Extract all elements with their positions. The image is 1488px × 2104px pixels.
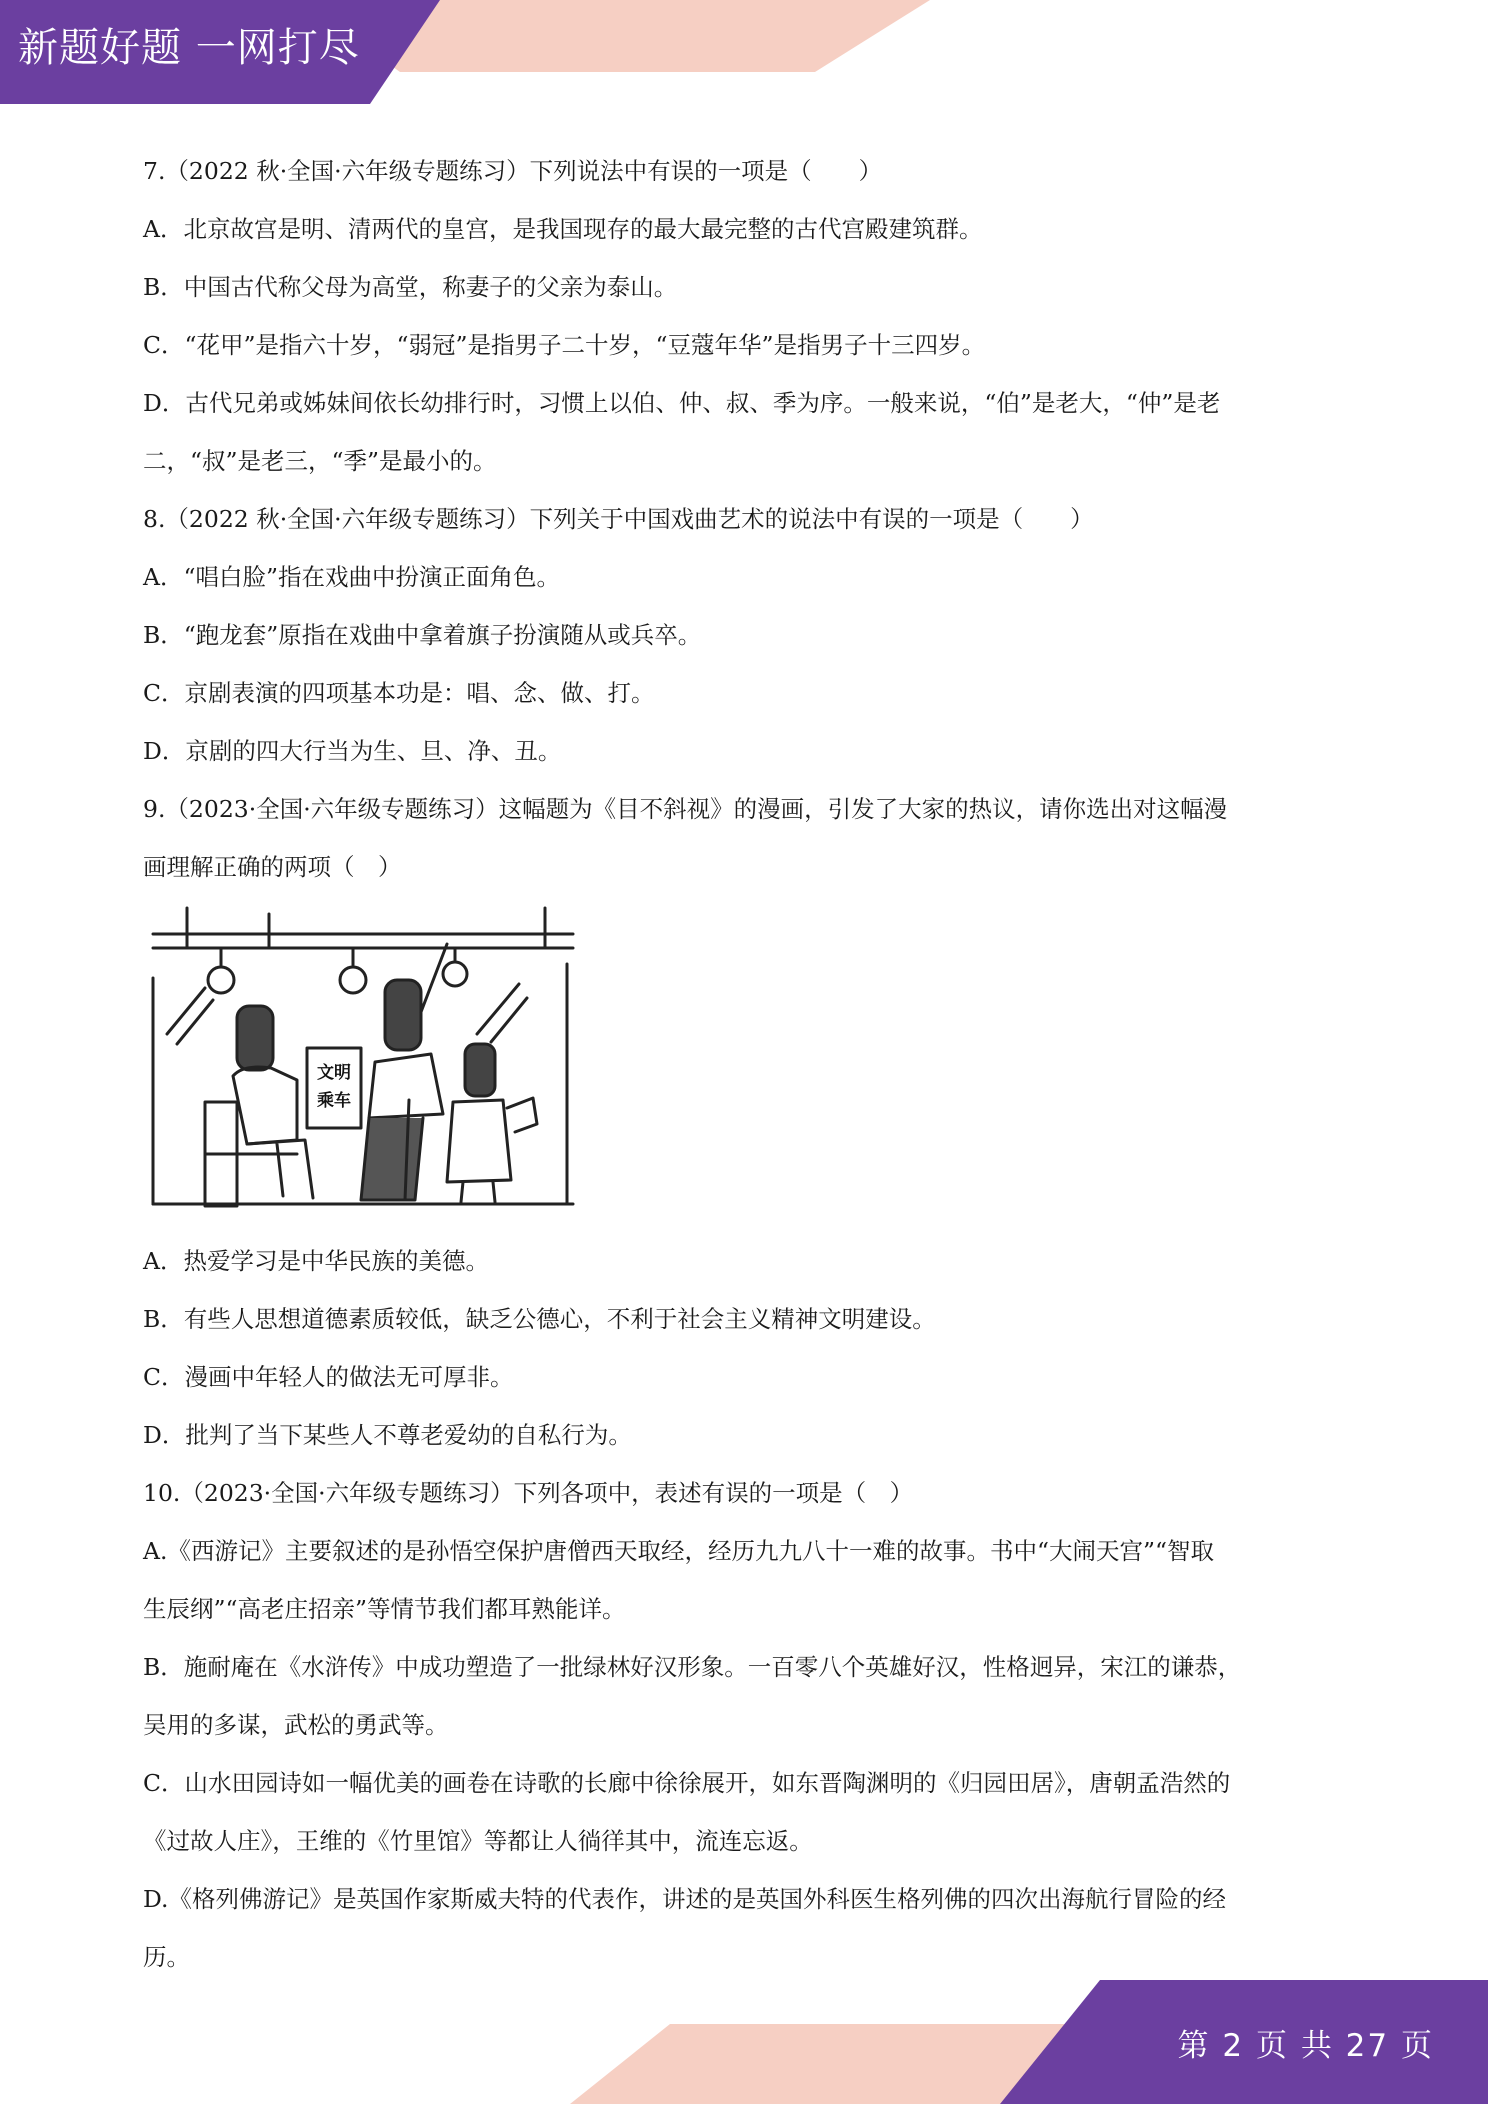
option-text: D．批判了当下某些人不尊老爱幼的自私行为。 [143, 1421, 632, 1449]
option-b [143, 1638, 1353, 1754]
sign-text-line1: 文明 [317, 1063, 351, 1083]
option-a [143, 1522, 1353, 1638]
option-b [143, 606, 1353, 664]
option-text: A.《西游记》主要叙述的是孙悟空保护唐僧西天取经，经历九九八十一难的故事。书中“大闹天宫”“智取 [143, 1537, 1214, 1565]
option-text: D.《格列佛游记》是英国作家斯威夫特的代表作，讲述的是英国外科医生格列佛的四次出海航行冒险的经 [143, 1885, 1226, 1913]
option-text: C．“花甲”是指六十岁，“弱冠”是指男子二十岁，“豆蔻年华”是指男子十三四岁。 [143, 331, 986, 359]
question-list [143, 142, 1353, 1986]
option-d [143, 1870, 1353, 1986]
option-text: A．北京故宫是明、清两代的皇宫，是我国现存的最大最完整的古代宫殿建筑群。 [143, 215, 983, 243]
question-stem-continued: 画理解正确的两项（ ） [143, 853, 402, 881]
option-text: A．热爱学习是中华民族的美德。 [143, 1247, 489, 1275]
option-text-continued: 历。 [143, 1943, 190, 1971]
bus-cartoon-illustration [147, 904, 579, 1222]
question-7 [143, 142, 1353, 490]
question-stem: 10.（2023·全国·六年级专题练习）下列各项中，表述有误的一项是（ ） [143, 1479, 914, 1507]
option-text: C．漫画中年轻人的做法无可厚非。 [143, 1363, 514, 1391]
option-text: B．施耐庵在《水浒传》中成功塑造了一批绿林好汉形象。一百零八个英雄好汉，性格迥异，宋江的谦恭， [143, 1653, 1242, 1681]
option-c [143, 664, 1353, 722]
question-stem: 7.（2022 秋·全国·六年级专题练习）下列说法中有误的一项是（ ） [143, 157, 883, 185]
question-9 [143, 780, 1353, 1464]
option-text-continued: 生辰纲”“高老庄招亲”等情节我们都耳熟能详。 [143, 1595, 626, 1623]
option-a [143, 548, 1353, 606]
option-text: C．山水田园诗如一幅优美的画卷在诗歌的长廊中徐徐展开，如东晋陶渊明的《归园田居》，唐朝孟浩然的 [143, 1769, 1231, 1797]
question-10 [143, 1464, 1353, 1986]
option-text: D．京剧的四大行当为生、旦、净、丑。 [143, 737, 562, 765]
option-c [143, 1348, 1353, 1406]
option-text: B．“跑龙套”原指在戏曲中拿着旗子扮演随从或兵卒。 [143, 621, 702, 649]
option-text-continued: 《过故人庄》，王维的《竹里馆》等都让人徜徉其中，流连忘返。 [143, 1827, 813, 1855]
option-d [143, 1406, 1353, 1464]
question-stem: 9.（2023·全国·六年级专题练习）这幅题为《目不斜视》的漫画，引发了大家的热议，请你选出对这幅漫 [143, 795, 1228, 823]
sign-text-line2: 乘车 [317, 1091, 351, 1111]
page-number: 第 2 页 共 27 页 [1177, 2028, 1434, 2064]
option-b [143, 1290, 1353, 1348]
option-text-continued: 吴用的多谋，武松的勇武等。 [143, 1711, 449, 1739]
option-text: B．中国古代称父母为高堂，称妻子的父亲为泰山。 [143, 273, 678, 301]
option-text: A．“唱白脸”指在戏曲中扮演正面角色。 [143, 563, 560, 591]
option-text: B．有些人思想道德素质较低，缺乏公德心，不利于社会主义精神文明建设。 [143, 1305, 936, 1333]
option-a [143, 200, 1353, 258]
option-c [143, 1754, 1353, 1870]
question-stem: 8.（2022 秋·全国·六年级专题练习）下列关于中国戏曲艺术的说法中有误的一项是（ ） [143, 505, 1094, 533]
option-b [143, 258, 1353, 316]
option-text: C．京剧表演的四项基本功是：唱、念、做、打。 [143, 679, 655, 707]
option-d [143, 722, 1353, 780]
option-text-continued: 二，“叔”是老三，“季”是最小的。 [143, 447, 497, 475]
cartoon-figure [143, 896, 1353, 1232]
option-a [143, 1232, 1353, 1290]
option-d [143, 374, 1353, 490]
option-text: D．古代兄弟或姊妹间依长幼排行时，习惯上以伯、仲、叔、季为序。一般来说，“伯”是老大，“仲”是老 [143, 389, 1221, 417]
option-c [143, 316, 1353, 374]
header-title: 新题好题 一网打尽 [18, 25, 360, 71]
question-8 [143, 490, 1353, 780]
